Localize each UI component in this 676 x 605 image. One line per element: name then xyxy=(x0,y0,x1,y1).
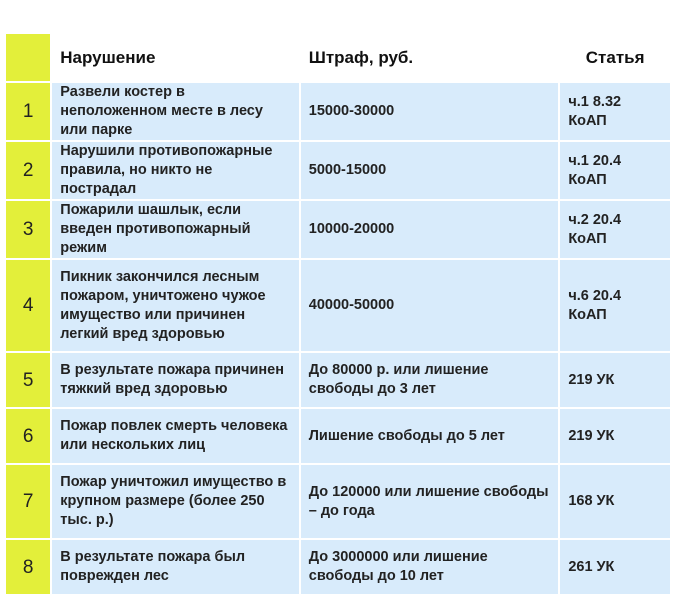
fine-cell: До 80000 р. или лишение свободы до 3 лет xyxy=(301,353,559,407)
violation-cell: Пикник закончился лесным пожаром, уничтожено чужое имущество или причинен легкий вред здоровью xyxy=(52,260,298,351)
fine-cell: 40000-50000 xyxy=(301,260,559,351)
violation-cell: Пожарили шашлык, если введен противопожарный режим xyxy=(52,201,298,258)
header-violation: Нарушение xyxy=(52,34,298,81)
header-number-cell xyxy=(6,34,50,81)
article-cell: 219 УК xyxy=(560,409,670,463)
table-row xyxy=(6,465,670,538)
table-row xyxy=(6,260,670,351)
article-cell: 219 УК xyxy=(560,353,670,407)
violation-cell: В результате пожара причинен тяжкий вред здоровью xyxy=(52,353,298,407)
row-number: 3 xyxy=(6,201,50,258)
table-row xyxy=(6,409,670,463)
row-number: 2 xyxy=(6,142,50,199)
row-number: 1 xyxy=(6,83,50,140)
fine-cell: 10000-20000 xyxy=(301,201,559,258)
table-row xyxy=(6,353,670,407)
fine-cell: До 3000000 или лишение свободы до 10 лет xyxy=(301,540,559,594)
fine-cell: Лишение свободы до 5 лет xyxy=(301,409,559,463)
table-row xyxy=(6,540,670,594)
article-cell: ч.1 8.32 КоАП xyxy=(560,83,670,140)
fine-cell: 5000-15000 xyxy=(301,142,559,199)
table-header-row xyxy=(6,34,670,81)
violation-cell: Пожар уничтожил имущество в крупном размере (более 250 тыс. р.) xyxy=(52,465,298,538)
article-cell: 261 УК xyxy=(560,540,670,594)
article-cell: ч.2 20.4 КоАП xyxy=(560,201,670,258)
row-number: 7 xyxy=(6,465,50,538)
fine-cell: 15000-30000 xyxy=(301,83,559,140)
article-cell: ч.6 20.4 КоАП xyxy=(560,260,670,351)
row-number: 4 xyxy=(6,260,50,351)
fines-table xyxy=(4,32,672,596)
header-article: Статья xyxy=(560,34,670,81)
row-number: 5 xyxy=(6,353,50,407)
article-cell: ч.1 20.4 КоАП xyxy=(560,142,670,199)
fine-cell: До 120000 или лишение свободы – до года xyxy=(301,465,559,538)
table-row xyxy=(6,201,670,258)
violation-cell: Нарушили противопожарные правила, но никто не пострадал xyxy=(52,142,298,199)
article-cell: 168 УК xyxy=(560,465,670,538)
row-number: 6 xyxy=(6,409,50,463)
row-number: 8 xyxy=(6,540,50,594)
header-fine: Штраф, руб. xyxy=(301,34,559,81)
table-row xyxy=(6,142,670,199)
violation-cell: Пожар повлек смерть человека или нескольких лиц xyxy=(52,409,298,463)
violation-cell: Развели костер в неположенном месте в лесу или парке xyxy=(52,83,298,140)
table-row xyxy=(6,83,670,140)
violation-cell: В результате пожара был поврежден лес xyxy=(52,540,298,594)
